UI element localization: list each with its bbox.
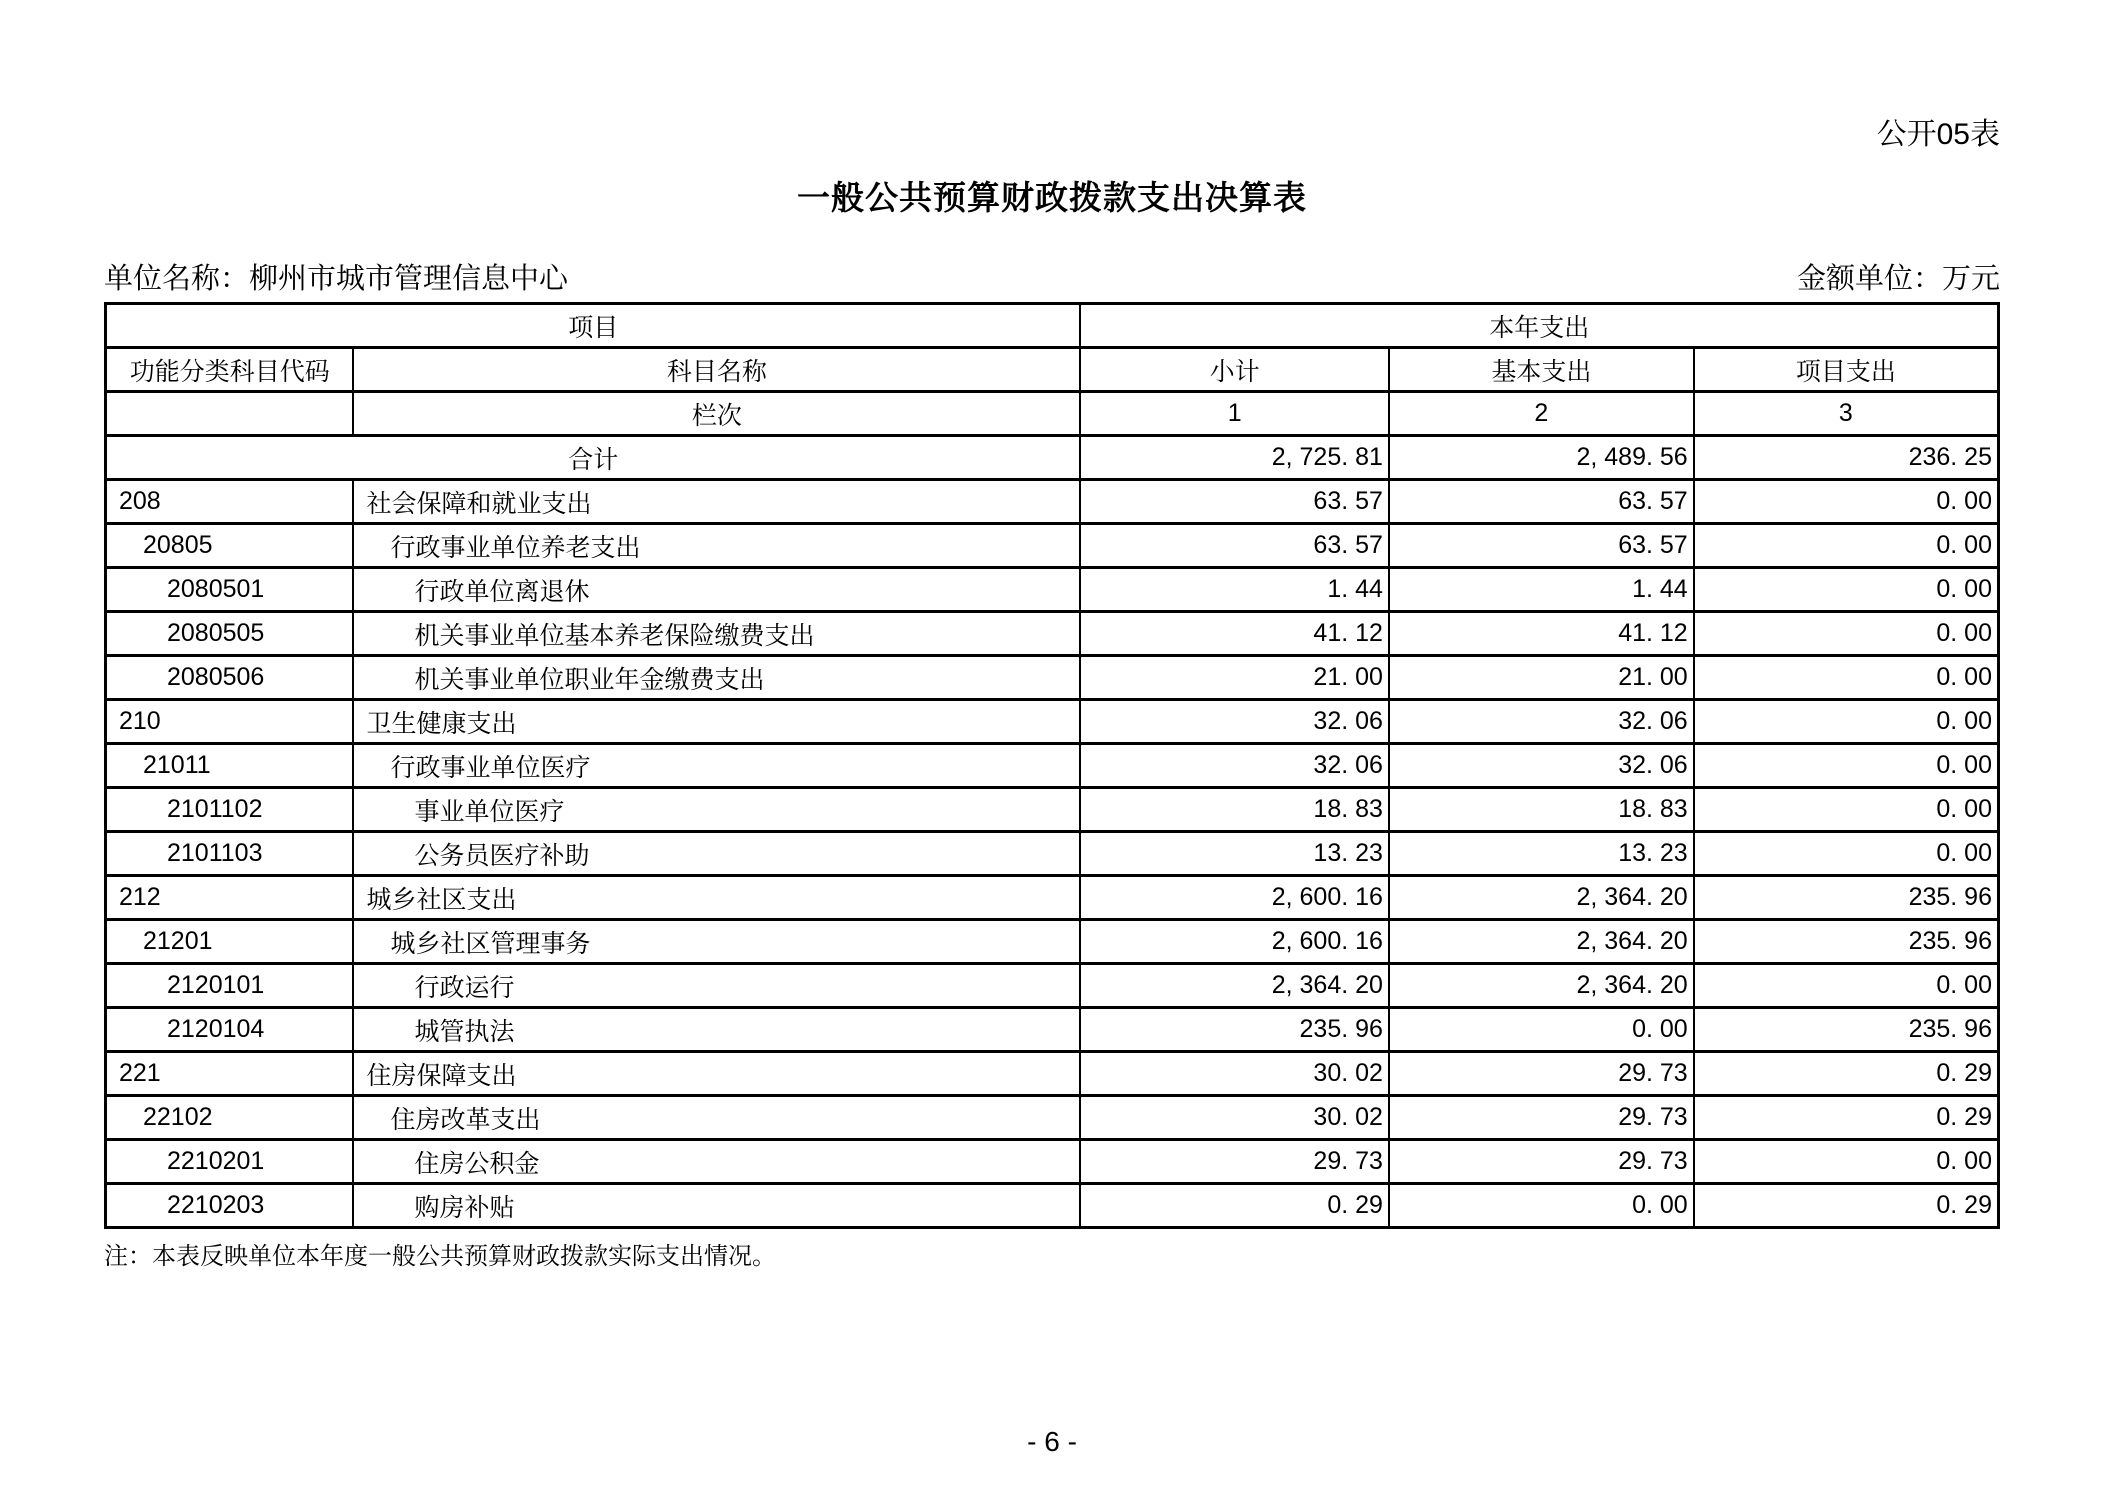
row-code-cell: 22102	[106, 1096, 354, 1140]
amount-unit: 金额单位：万元	[1796, 263, 2000, 295]
row-subtotal-cell: 30. 02	[1080, 1096, 1389, 1140]
header-col-project: 项目支出	[1694, 348, 1999, 392]
row-name-cell: 行政运行	[353, 964, 1080, 1008]
header-col-subject: 科目名称	[353, 348, 1080, 392]
row-subtotal-cell: 13. 23	[1080, 832, 1389, 876]
table-row	[106, 656, 1999, 700]
row-basic-cell: 32. 06	[1389, 744, 1694, 788]
row-project-cell: 0. 00	[1694, 480, 1999, 524]
table-row	[106, 568, 1999, 612]
row-subtotal-cell: 63. 57	[1080, 524, 1389, 568]
row-project-cell: 0. 00	[1694, 1140, 1999, 1184]
table-body	[106, 436, 1999, 1228]
table-row	[106, 876, 1999, 920]
row-project-cell: 0. 00	[1694, 832, 1999, 876]
budget-table	[104, 302, 2000, 1229]
header-col-subtotal: 小计	[1080, 348, 1389, 392]
row-name-cell: 住房保障支出	[353, 1052, 1080, 1096]
header-lanci-label: 栏次	[353, 392, 1080, 436]
row-subtotal-cell: 32. 06	[1080, 700, 1389, 744]
row-code-cell: 21011	[106, 744, 354, 788]
row-project-cell: 0. 00	[1694, 656, 1999, 700]
row-name-cell: 住房改革支出	[353, 1096, 1080, 1140]
row-subtotal-cell: 32. 06	[1080, 744, 1389, 788]
row-name-cell: 住房公积金	[353, 1140, 1080, 1184]
row-basic-cell: 13. 23	[1389, 832, 1694, 876]
table-row	[106, 524, 1999, 568]
row-subtotal-cell: 2, 600. 16	[1080, 920, 1389, 964]
row-basic-cell: 21. 00	[1389, 656, 1694, 700]
table-row	[106, 612, 1999, 656]
meta-row	[104, 256, 2000, 297]
header-empty-cell	[106, 392, 354, 436]
row-name-cell: 社会保障和就业支出	[353, 480, 1080, 524]
row-project-cell: 0. 29	[1694, 1096, 1999, 1140]
row-name-cell: 事业单位医疗	[353, 788, 1080, 832]
page-number: - 6 -	[1027, 1426, 1077, 1457]
row-basic-cell: 18. 83	[1389, 788, 1694, 832]
row-project-cell: 0. 00	[1694, 524, 1999, 568]
row-name-cell: 行政事业单位医疗	[353, 744, 1080, 788]
row-basic-cell: 32. 06	[1389, 700, 1694, 744]
row-subtotal-cell: 21. 00	[1080, 656, 1389, 700]
table-row	[106, 1008, 1999, 1052]
table-row	[106, 480, 1999, 524]
row-project-cell: 0. 00	[1694, 744, 1999, 788]
total-subtotal-cell: 2, 725. 81	[1080, 436, 1389, 480]
row-code-cell: 208	[106, 480, 354, 524]
row-basic-cell: 2, 364. 20	[1389, 876, 1694, 920]
footnote: 注：本表反映单位本年度一般公共预算财政拨款实际支出情况。	[104, 1243, 776, 1270]
header-col-num-2: 2	[1389, 392, 1694, 436]
table-row	[106, 1096, 1999, 1140]
row-subtotal-cell: 30. 02	[1080, 1052, 1389, 1096]
row-subtotal-cell: 2, 600. 16	[1080, 876, 1389, 920]
row-code-cell: 2120104	[106, 1008, 354, 1052]
row-code-cell: 2210201	[106, 1140, 354, 1184]
row-code-cell: 21201	[106, 920, 354, 964]
row-subtotal-cell: 2, 364. 20	[1080, 964, 1389, 1008]
total-basic-cell: 2, 489. 56	[1389, 436, 1694, 480]
table-row	[106, 920, 1999, 964]
total-label-cell: 合计	[106, 436, 1081, 480]
header-group-item: 项目	[106, 304, 1081, 348]
row-basic-cell: 29. 73	[1389, 1052, 1694, 1096]
row-project-cell: 0. 00	[1694, 568, 1999, 612]
header-row-groups	[106, 304, 1999, 348]
row-subtotal-cell: 41. 12	[1080, 612, 1389, 656]
row-project-cell: 235. 96	[1694, 876, 1999, 920]
row-basic-cell: 29. 73	[1389, 1096, 1694, 1140]
row-subtotal-cell: 0. 29	[1080, 1184, 1389, 1228]
doc-label: 公开05表	[1876, 118, 2000, 151]
row-code-cell: 2101103	[106, 832, 354, 876]
unit-name: 单位名称：柳州市城市管理信息中心	[104, 263, 569, 295]
row-project-cell: 0. 00	[1694, 612, 1999, 656]
row-basic-cell: 2, 364. 20	[1389, 920, 1694, 964]
table-row	[106, 1140, 1999, 1184]
row-project-cell: 0. 00	[1694, 700, 1999, 744]
row-code-cell: 2080501	[106, 568, 354, 612]
table-row	[106, 1184, 1999, 1228]
row-name-cell: 购房补贴	[353, 1184, 1080, 1228]
row-basic-cell: 63. 57	[1389, 480, 1694, 524]
row-name-cell: 机关事业单位职业年金缴费支出	[353, 656, 1080, 700]
row-name-cell: 卫生健康支出	[353, 700, 1080, 744]
table-row	[106, 832, 1999, 876]
row-subtotal-cell: 29. 73	[1080, 1140, 1389, 1184]
header-col-basic: 基本支出	[1389, 348, 1694, 392]
row-project-cell: 0. 29	[1694, 1184, 1999, 1228]
row-name-cell: 城管执法	[353, 1008, 1080, 1052]
row-basic-cell: 63. 57	[1389, 524, 1694, 568]
table-row	[106, 744, 1999, 788]
header-col-num-3: 3	[1694, 392, 1999, 436]
header-row-columns	[106, 348, 1999, 392]
row-code-cell: 2080506	[106, 656, 354, 700]
row-code-cell: 2120101	[106, 964, 354, 1008]
row-basic-cell: 1. 44	[1389, 568, 1694, 612]
row-code-cell: 2101102	[106, 788, 354, 832]
row-code-cell: 212	[106, 876, 354, 920]
row-code-cell: 2080505	[106, 612, 354, 656]
table-row	[106, 700, 1999, 744]
row-project-cell: 235. 96	[1694, 920, 1999, 964]
row-subtotal-cell: 63. 57	[1080, 480, 1389, 524]
row-subtotal-cell: 235. 96	[1080, 1008, 1389, 1052]
table-row	[106, 1052, 1999, 1096]
table-row	[106, 964, 1999, 1008]
row-code-cell: 221	[106, 1052, 354, 1096]
row-name-cell: 行政事业单位养老支出	[353, 524, 1080, 568]
row-code-cell: 20805	[106, 524, 354, 568]
row-name-cell: 行政单位离退休	[353, 568, 1080, 612]
row-subtotal-cell: 1. 44	[1080, 568, 1389, 612]
header-col-code: 功能分类科目代码	[106, 348, 354, 392]
total-project-cell: 236. 25	[1694, 436, 1999, 480]
row-project-cell: 0. 00	[1694, 964, 1999, 1008]
row-basic-cell: 0. 00	[1389, 1008, 1694, 1052]
row-basic-cell: 2, 364. 20	[1389, 964, 1694, 1008]
row-subtotal-cell: 18. 83	[1080, 788, 1389, 832]
row-basic-cell: 0. 00	[1389, 1184, 1694, 1228]
row-name-cell: 公务员医疗补助	[353, 832, 1080, 876]
row-basic-cell: 29. 73	[1389, 1140, 1694, 1184]
header-group-expense: 本年支出	[1080, 304, 1998, 348]
row-project-cell: 0. 29	[1694, 1052, 1999, 1096]
row-code-cell: 210	[106, 700, 354, 744]
row-name-cell: 城乡社区支出	[353, 876, 1080, 920]
table-row	[106, 788, 1999, 832]
row-name-cell: 机关事业单位基本养老保险缴费支出	[353, 612, 1080, 656]
page-title: 一般公共预算财政拨款支出决算表	[797, 179, 1307, 216]
row-code-cell: 2210203	[106, 1184, 354, 1228]
header-col-num-1: 1	[1080, 392, 1389, 436]
total-row	[106, 436, 1999, 480]
row-basic-cell: 41. 12	[1389, 612, 1694, 656]
row-name-cell: 城乡社区管理事务	[353, 920, 1080, 964]
header-row-lanci	[106, 392, 1999, 436]
row-project-cell: 0. 00	[1694, 788, 1999, 832]
row-project-cell: 235. 96	[1694, 1008, 1999, 1052]
